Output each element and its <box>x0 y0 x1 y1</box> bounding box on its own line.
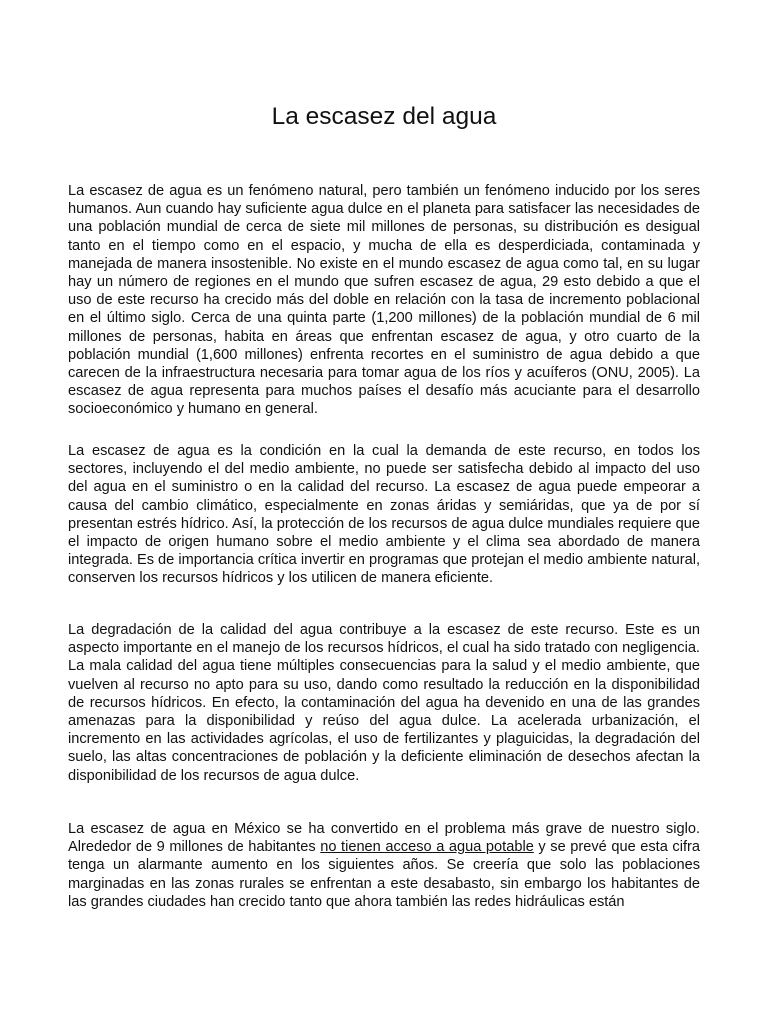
paragraph-4-text-start: La escasez de agua en México se ha convertido en el problema más grave de nuestro siglo. Alrededor de 9 millones de habitantes <box>68 821 700 856</box>
document-title: La escasez del agua <box>271 103 497 130</box>
paragraph-1: La escasez de agua es un fenómeno natural, pero también un fenómeno inducido por los seres humanos. Aun cuando hay suficiente agua dulce en el planeta para satisfacer las necesidades de una población mundial de cerca de siete mil millones de personas, su distribución es desigual tanto en el tiempo como en el espacio, y mucha de ella es desperdiciada, contaminada y manejada de manera insostenible. No existe en el mundo escasez de agua como tal, en su lugar hay un número de regiones en el mundo que sufren escasez de agua, 29 esto debido a que el uso de este recurso ha crecido más del doble en relación con la tasa de incremento poblacional en el último siglo. Cerca de una quinta parte (1,200 millones) de la población mundial de 6 mil millones de personas, habita en áreas que enfrentan escasez de agua, y otro cuarto de la población mundial (1,600 millones) enfrenta recortes en el suministro de agua debido a que carecen de la infraestructura necesaria para tomar agua de los ríos y acuíferos (ONU, 2005). La escasez de agua representa para muchos países el desafío más acuciante para el desarrollo socioeconómico y humano en general. <box>68 183 700 418</box>
underlined-phrase: no tienen acceso a agua potable <box>320 839 534 856</box>
paragraph-4 <box>68 820 700 911</box>
paragraph-3: La degradación de la calidad del agua contribuye a la escasez de este recurso. Este es un aspecto importante en el manejo de los recursos hídricos, el cual ha sido tratado con negligencia. La mala calidad del agua tiene múltiples consecuencias para la salud y el medio ambiente, que vuelven al recurso no apto para su uso, dando como resultado la reducción en la disponibilidad de recursos hídricos. En efecto, la contaminación del agua ha devenido en una de las grandes amenazas para la disponibilidad y reúso del agua dulce. La acelerada urbanización, el incremento en las actividades agrícolas, el uso de fertilizantes y plaguicidas, la degradación del suelo, las altas concentraciones de población y la deficiente eliminación de desechos afectan la disponibilidad de los recursos de agua dulce. <box>68 622 700 784</box>
paragraph-4-text-end: y se prevé que esta cifra tenga un alarmante aumento en los siguientes años. Se creería que solo las poblaciones marginadas en las zonas rurales se enfrentan a este desabasto, sin embargo los habitantes de las grandes ciudades han crecido tanto que ahora también las redes hidráulicas están <box>68 839 701 910</box>
paragraph-2: La escasez de agua es la condición en la cual la demanda de este recurso, en todos los sectores, incluyendo el del medio ambiente, no puede ser satisfecha debido al impacto del uso del agua en el suministro o en la calidad del recurso. La escasez de agua puede empeorar a causa del cambio climático, especialmente en zonas áridas y semiáridas, que ya de por sí presentan estrés hídrico. Así, la protección de los recursos de agua dulce mundiales requiere que el impacto de origen humano sobre el medio ambiente y el clima sea abordado de manera integrada. Es de importancia crítica invertir en programas que protejan el medio ambiente natural, conserven los recursos hídricos y los utilicen de manera eficiente. <box>68 443 700 587</box>
